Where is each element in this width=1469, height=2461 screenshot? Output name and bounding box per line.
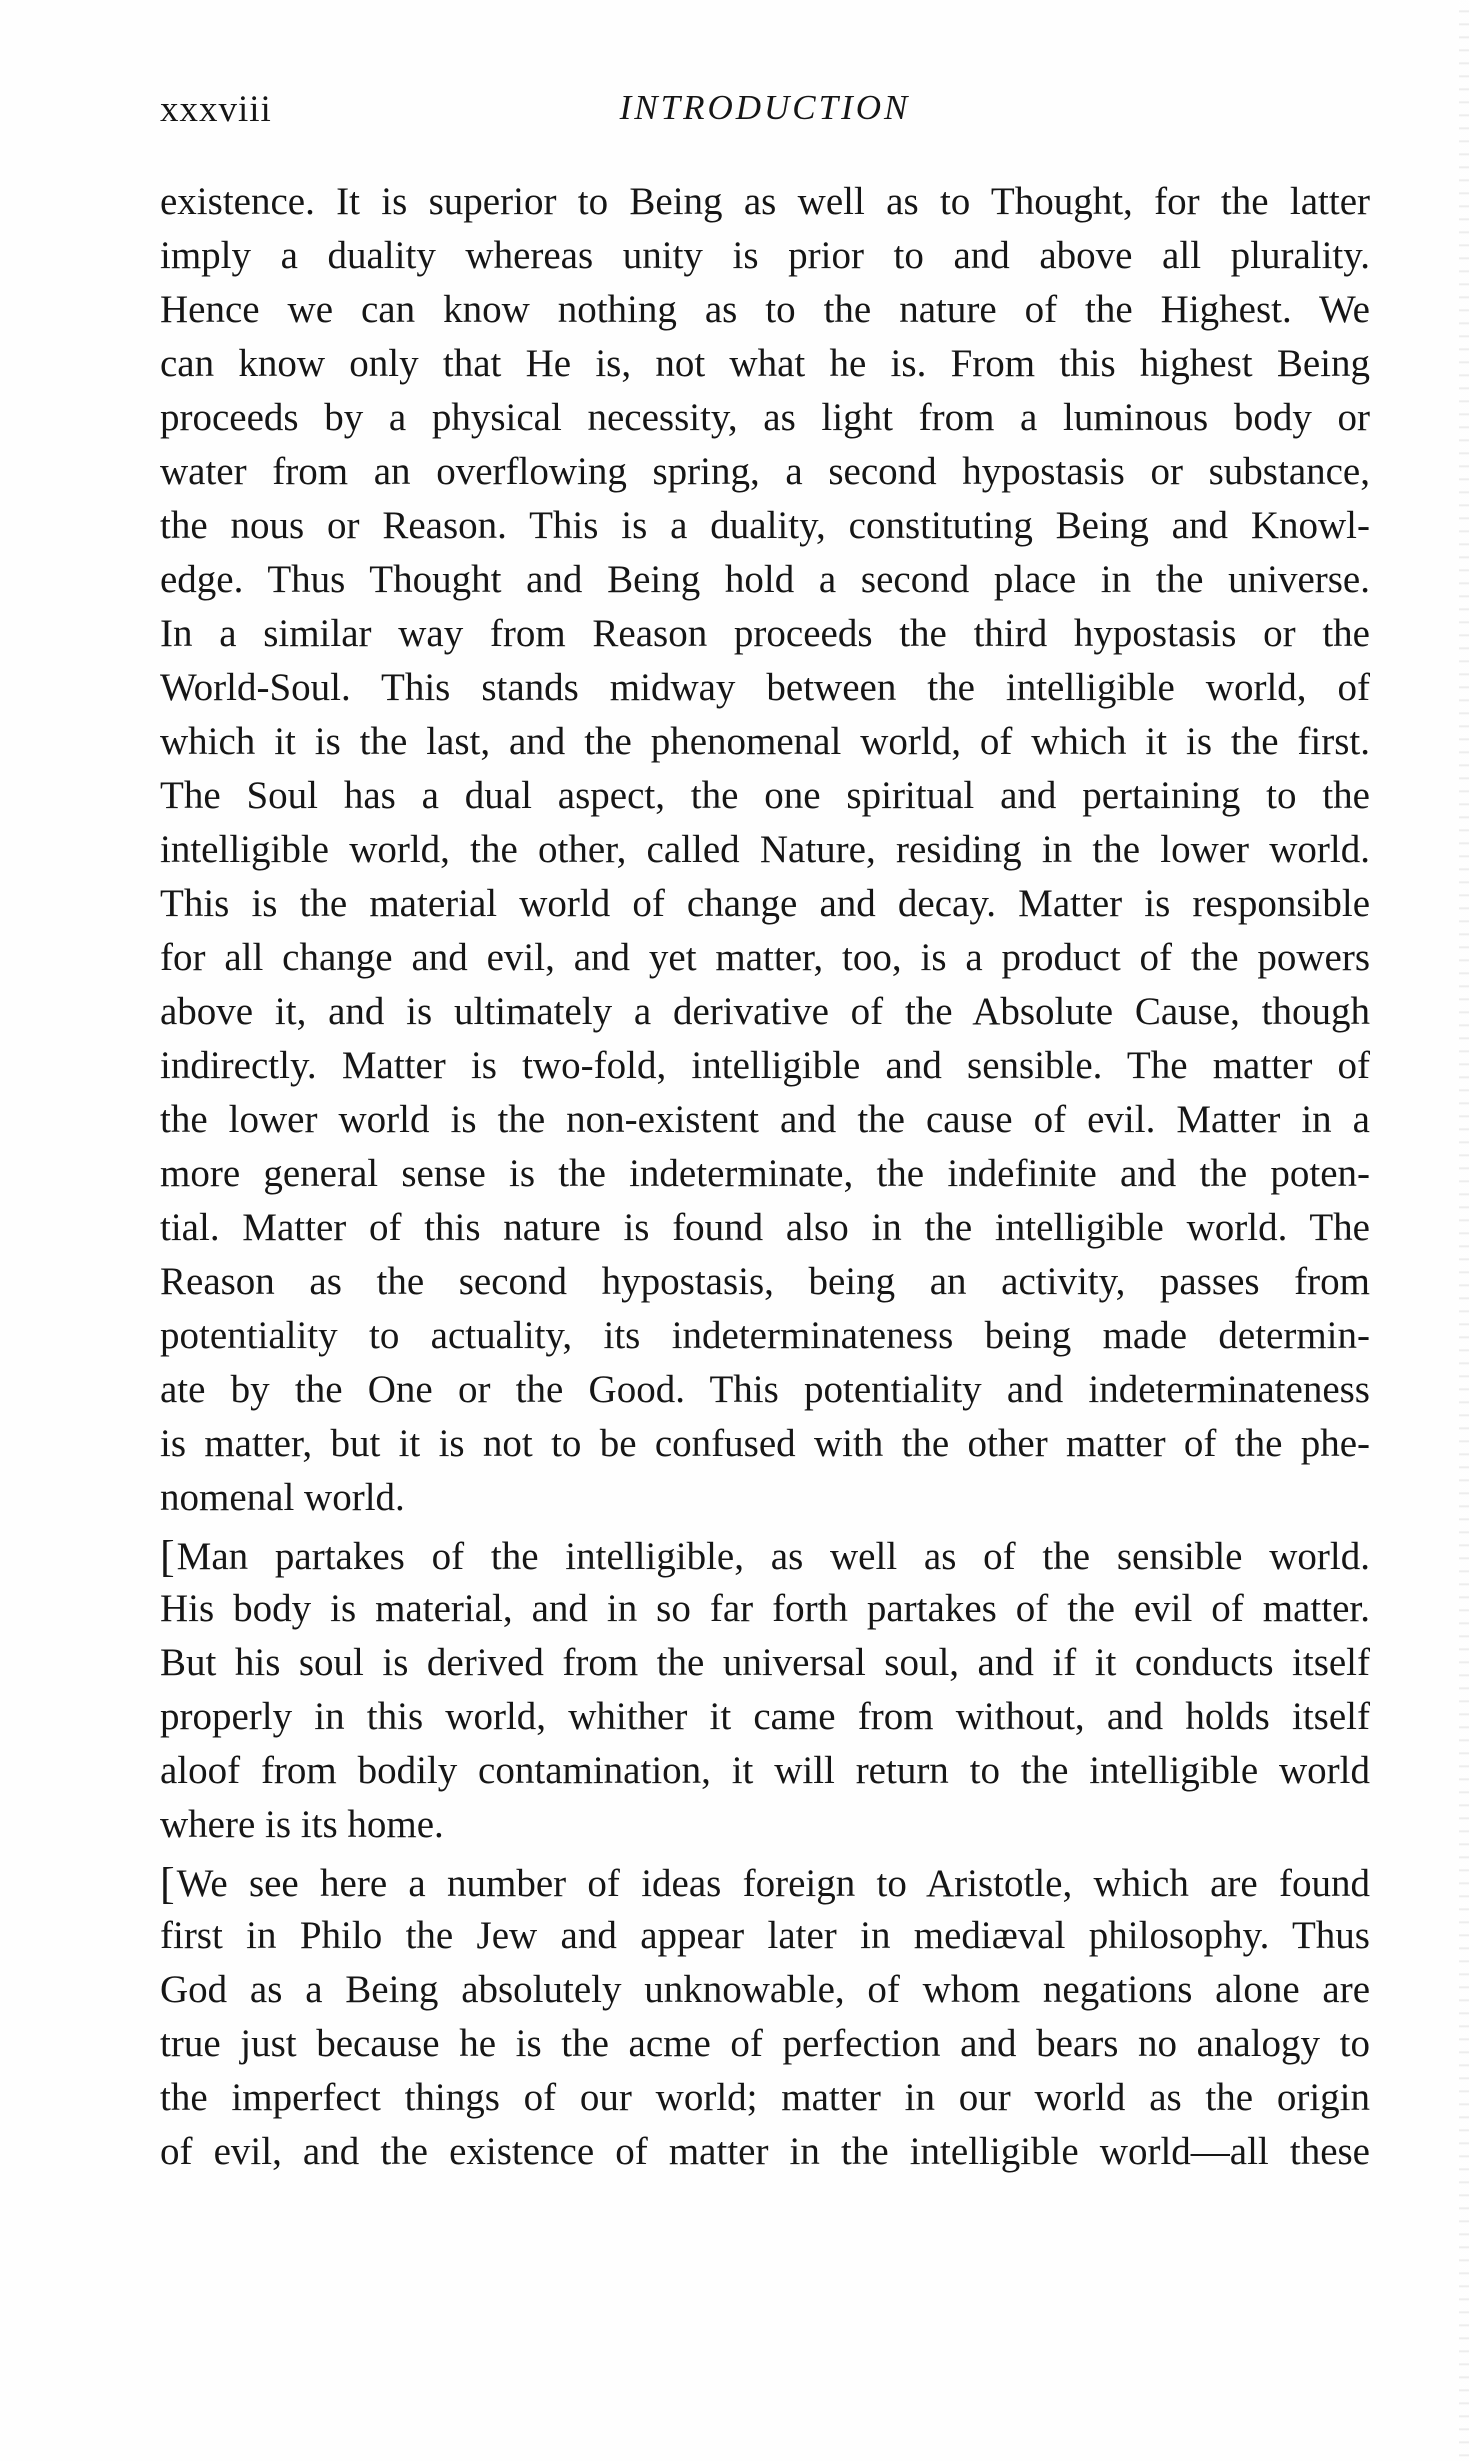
text-line: His body is material, and in so far forth partakes of the evil of matter. (160, 1587, 1370, 1630)
text-line: where is its home. (160, 1803, 444, 1846)
bracket-mark: [ (160, 1532, 175, 1581)
text-line: imply a duality whereas unity is prior to and above all plurality. (160, 234, 1370, 277)
text-line: potentiality to actuality, its indeterminateness being made determin- (160, 1314, 1370, 1357)
text-line: nomenal world. (160, 1476, 405, 1519)
text-line: proceeds by a physical necessity, as light from a luminous body or (160, 396, 1370, 439)
paragraph (160, 175, 1370, 1525)
page-edge (1459, 0, 1469, 2461)
text-line: Hence we can know nothing as to the nature of the Highest. We (160, 288, 1370, 331)
text-line: God as a Being absolutely unknowable, of whom negations alone are (160, 1968, 1370, 2011)
paragraph (160, 1528, 1370, 1852)
text-line (160, 1855, 1370, 1909)
text-line: Reason as the second hypostasis, being an activity, passes from (160, 1260, 1370, 1303)
text-line: edge. Thus Thought and Being hold a second place in the universe. (160, 558, 1370, 601)
text-line (160, 1528, 1370, 1582)
text-line: true just because he is the acme of perfection and bears no analogy to (160, 2022, 1370, 2065)
text-line: first in Philo the Jew and appear later in mediæval philosophy. Thus (160, 1914, 1370, 1957)
text-line-content: We see here a number of ideas foreign to Aristotle, which are found (176, 1862, 1370, 1905)
text-line-content: Man partakes of the intelligible, as well as of the sensible world. (176, 1535, 1370, 1578)
text-line: World-Soul. This stands midway between the intelligible world, of (160, 666, 1370, 709)
text-line: But his soul is derived from the universal soul, and if it conducts itself (160, 1641, 1370, 1684)
page-header (160, 88, 1370, 138)
text-line: intelligible world, the other, called Nature, residing in the lower world. (160, 828, 1370, 871)
text-line: The Soul has a dual aspect, the one spiritual and pertaining to the (160, 774, 1370, 817)
text-line: can know only that He is, not what he is. From this highest Being (160, 342, 1370, 385)
text-line: for all change and evil, and yet matter, too, is a product of the powers (160, 936, 1370, 979)
text-line: of evil, and the existence of matter in the intelligible world—all these (160, 2130, 1370, 2173)
text-line: the lower world is the non-existent and the cause of evil. Matter in a (160, 1098, 1370, 1141)
text-line: the nous or Reason. This is a duality, constituting Being and Knowl- (160, 504, 1370, 547)
text-line: which it is the last, and the phenomenal world, of which it is the first. (160, 720, 1370, 763)
text-line: aloof from bodily contamination, it will return to the intelligible world (160, 1749, 1370, 1792)
page-number: xxxviii (160, 89, 272, 130)
text-line: above it, and is ultimately a derivative of the Absolute Cause, though (160, 990, 1370, 1033)
bracket-mark: [ (160, 1859, 175, 1908)
text-line: more general sense is the indeterminate, the indefinite and the poten- (160, 1152, 1370, 1195)
text-line: existence. It is superior to Being as well as to Thought, for the latter (160, 180, 1370, 223)
text-line: ate by the One or the Good. This potentiality and indeterminateness (160, 1368, 1370, 1411)
body-text (160, 175, 1370, 2179)
text-line: In a similar way from Reason proceeds the third hypostasis or the (160, 612, 1370, 655)
paragraph (160, 1855, 1370, 2179)
text-line: tial. Matter of this nature is found also in the intelligible world. The (160, 1206, 1370, 1249)
text-line: water from an overflowing spring, a second hypostasis or substance, (160, 450, 1370, 493)
text-line: This is the material world of change and decay. Matter is responsible (160, 882, 1370, 925)
text-line: the imperfect things of our world; matter in our world as the origin (160, 2076, 1370, 2119)
text-line: properly in this world, whither it came from without, and holds itself (160, 1695, 1370, 1738)
text-line: indirectly. Matter is two-fold, intelligible and sensible. The matter of (160, 1044, 1370, 1087)
running-title: INTRODUCTION (619, 88, 911, 127)
text-line: is matter, but it is not to be confused with the other matter of the phe- (160, 1422, 1370, 1465)
